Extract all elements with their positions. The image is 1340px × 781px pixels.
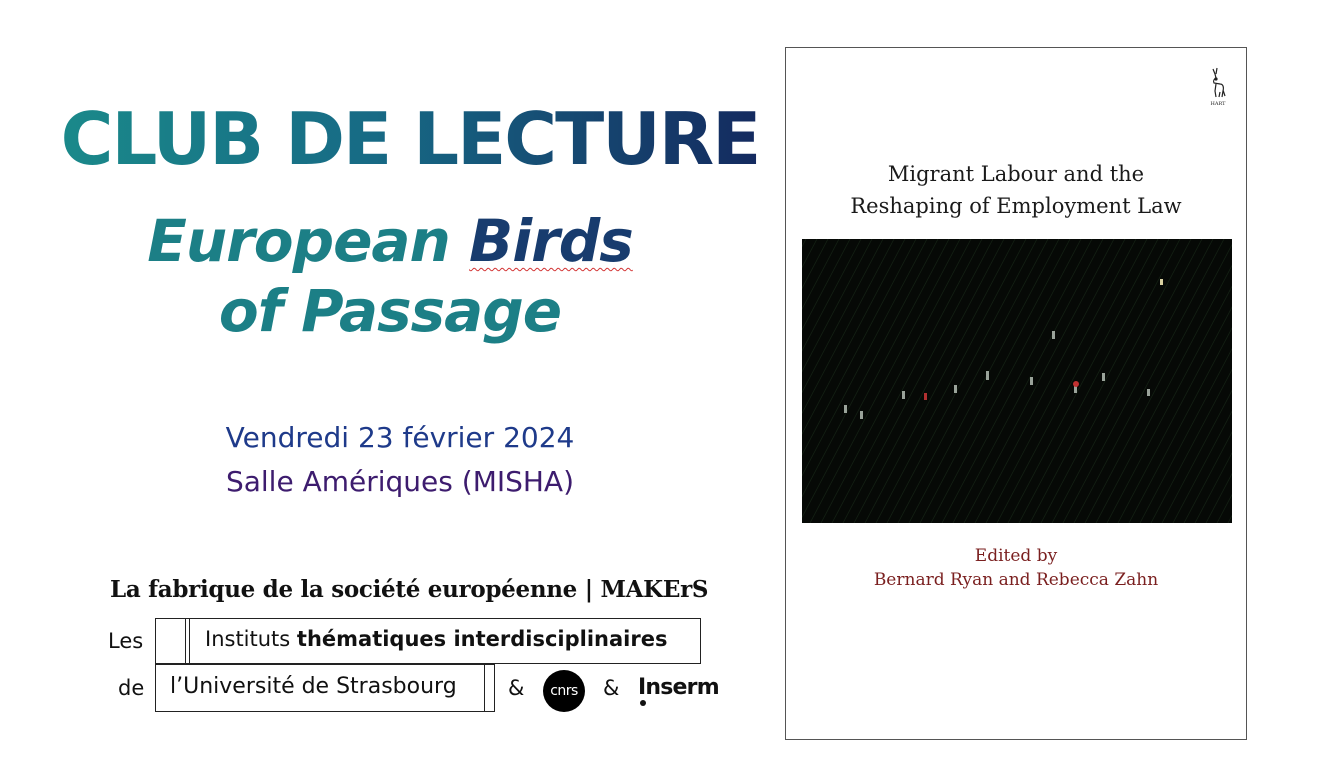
book-title-line1: Migrant Labour and the — [887, 162, 1145, 186]
worker — [844, 405, 847, 413]
universite-text: l’Université de Strasbourg — [170, 674, 457, 699]
instituts-bold: thématiques interdisciplinaires — [296, 627, 668, 651]
worker — [1147, 389, 1150, 396]
instituts-regular: Instituts — [205, 627, 297, 651]
event-subtitle — [110, 206, 670, 346]
subtitle-european: European — [147, 207, 470, 275]
worker — [954, 385, 957, 393]
de-label: de — [118, 676, 145, 700]
worker — [986, 371, 989, 380]
publisher-mark-text: HART — [1210, 101, 1226, 107]
worker — [924, 393, 927, 400]
worker — [902, 391, 905, 399]
event-details — [140, 416, 660, 504]
worker — [1052, 331, 1055, 339]
book-title — [786, 158, 1246, 222]
worker — [860, 411, 863, 419]
subtitle-birds: Birds — [469, 207, 633, 275]
worker — [1102, 373, 1105, 381]
subtitle-line2: of Passage — [218, 277, 562, 345]
instituts-text — [205, 627, 667, 651]
red-umbrella — [1073, 381, 1079, 387]
farm-field-photo — [802, 239, 1232, 523]
event-location: Salle Amériques (MISHA) — [225, 465, 575, 498]
ampersand-2: & — [603, 676, 620, 700]
cnrs-logo: cnrs — [543, 670, 585, 712]
event-date: Vendredi 23 février 2024 — [225, 421, 575, 454]
inserm-logo: Inserm — [638, 675, 719, 700]
makers-label: La fabrique de la société européenne | MAKErS — [110, 576, 709, 603]
edited-by-label: Edited by — [974, 546, 1058, 566]
worker — [1160, 279, 1163, 285]
editors-names: Bernard Ryan and Rebecca Zahn — [873, 570, 1159, 590]
book-cover — [785, 47, 1247, 740]
ampersand-1: & — [508, 676, 525, 700]
instituts-box-bar — [185, 618, 190, 664]
event-title: CLUB DE LECTURE — [50, 100, 770, 178]
book-title-line2: Reshaping of Employment Law — [850, 194, 1182, 218]
book-editors-block — [786, 544, 1246, 592]
inserm-logo-dot — [640, 700, 646, 706]
worker — [1030, 377, 1033, 385]
les-label: Les — [108, 629, 144, 653]
universite-box-bar — [484, 664, 490, 712]
publisher-deer-logo — [1204, 66, 1232, 108]
